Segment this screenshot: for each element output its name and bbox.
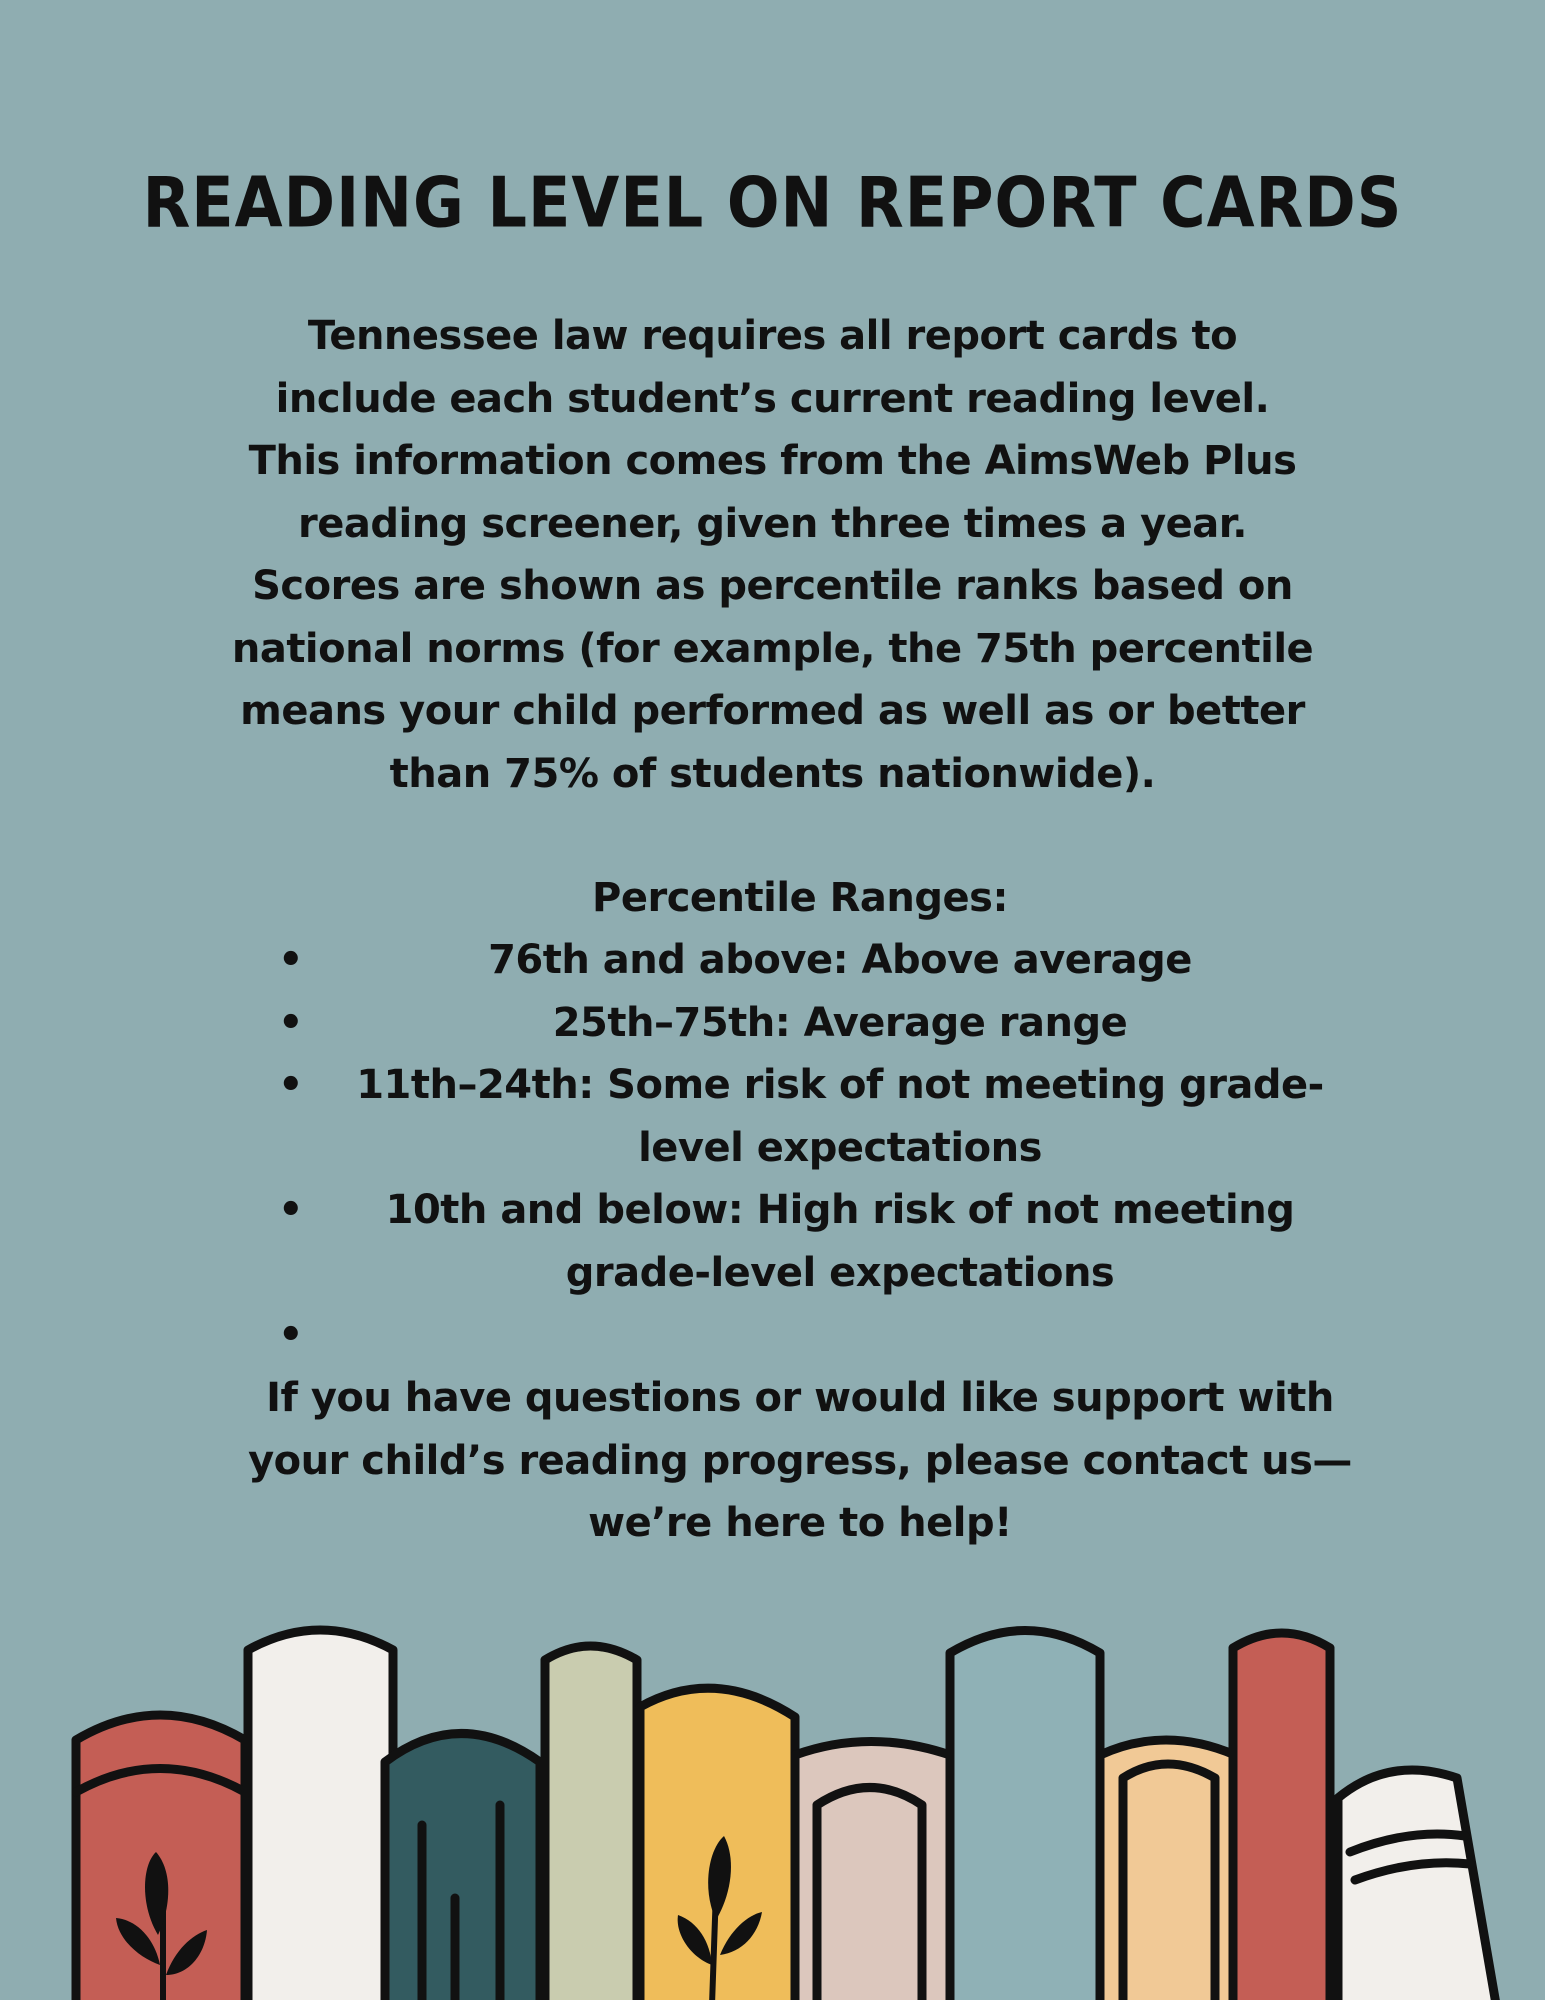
- intro-paragraph: Tennessee law requires all report cards to include each student’s current reading level. This information comes from the AimsWeb Plus reading screener, given three times a year. Scores are shown as percentile ranks based on national norms (for example, the 75th percentile means your child performed as well as or better than 75% of students nationwide).: [231, 313, 1314, 797]
- bullet-icon: •: [278, 999, 304, 1046]
- list-item-text: 10th and below: High risk of not meeting grade-level expectations: [385, 1187, 1295, 1296]
- book-cream-icon: [248, 1630, 393, 2000]
- closing-paragraph: If you have questions or would like support with your child’s reading progress, please contact us—we’re here to help!: [248, 1375, 1352, 1546]
- book-blush-icon: [795, 1742, 950, 2000]
- books-illustration: [0, 1600, 1545, 2000]
- book-red-tall-icon: [1233, 1633, 1330, 2000]
- book-peach-icon: [1100, 1740, 1235, 2000]
- list-item: [0, 929, 1545, 992]
- list-item-text: 25th–75th: Average range: [552, 999, 1128, 1046]
- ranges-heading: Percentile Ranges:: [592, 875, 1008, 921]
- page-title: READING LEVEL ON REPORT CARDS: [142, 161, 1403, 244]
- list-item-text: 11th–24th: Some risk of not meeting grade-level expectations: [356, 1062, 1324, 1171]
- book-red-icon: [76, 1715, 245, 2000]
- bullet-icon: •: [278, 937, 304, 983]
- book-sage-icon: [545, 1646, 637, 2000]
- bullet-icon: •: [278, 1312, 304, 1358]
- book-blue-icon: [950, 1631, 1100, 2000]
- book-yellow-icon: [640, 1688, 795, 2000]
- book-teal-icon: [385, 1734, 540, 2000]
- bullet-icon: •: [278, 1187, 304, 1233]
- list-item: [0, 992, 1545, 1055]
- bullet-icon: •: [278, 1062, 304, 1108]
- list-item-text: 76th and above: Above average: [488, 937, 1192, 983]
- list-item: [0, 1054, 1545, 1179]
- book-leaning-icon: [1338, 1770, 1497, 2000]
- percentile-ranges-list: [0, 929, 1545, 1367]
- list-item: [0, 1304, 1545, 1367]
- list-item: [0, 1179, 1545, 1304]
